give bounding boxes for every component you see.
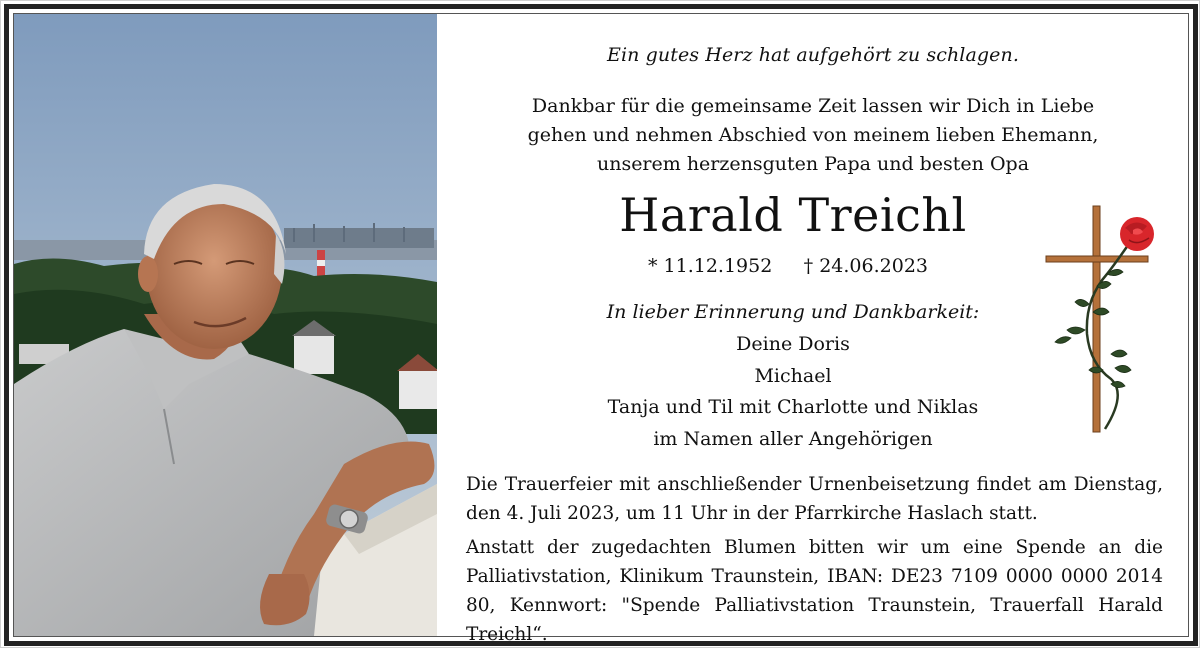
text-column bbox=[438, 14, 1188, 645]
birth-date: * 11.12.1952 bbox=[648, 255, 773, 277]
family-line: Deine Doris bbox=[736, 333, 850, 355]
motto: Ein gutes Herz hat aufgehört zu schlagen. bbox=[606, 44, 1019, 66]
cross-icon bbox=[1045, 204, 1155, 434]
intro-line: unserem herzensguten Papa und besten Opa bbox=[596, 153, 1030, 175]
family-line: im Namen aller Angehörigen bbox=[653, 427, 933, 450]
family-line: Michael bbox=[754, 364, 832, 387]
ceremony-notice bbox=[466, 470, 1163, 654]
remembrance-line: In lieber Erinnerung und Dankbarkeit: bbox=[606, 301, 980, 323]
family-line: Tanja und Til mit Charlotte und Niklas bbox=[607, 396, 979, 418]
deceased-name: Harald Treichl bbox=[619, 188, 967, 242]
rose-icon bbox=[1120, 217, 1154, 251]
portrait-photo bbox=[14, 14, 437, 636]
intro-text bbox=[438, 92, 1188, 179]
intro-line: gehen und nehmen Abschied von meinem lieben Ehemann, bbox=[527, 124, 1099, 146]
life-dates bbox=[648, 255, 928, 277]
intro-line: Dankbar für die gemeinsame Zeit lassen wir Dich in Liebe bbox=[531, 95, 1095, 117]
donation-text: Anstatt der zugedachten Blumen bitten wir um eine Spende an die Palliativstation, Klinikum Traunstein, IBAN: DE23 7109 0000 0000 2014 80, Kennwort: "Spende Palliativstation Traunstein, Trauerfall Harald Treichl“. bbox=[466, 537, 1163, 645]
death-date: † 24.06.2023 bbox=[803, 255, 928, 277]
ceremony-text: Die Trauerfeier mit anschließender Urnenbeisetzung findet am Dienstag, den 4. Juli 2023, um 11 Uhr in der Pfarrkirche Haslach statt. bbox=[466, 474, 1163, 524]
